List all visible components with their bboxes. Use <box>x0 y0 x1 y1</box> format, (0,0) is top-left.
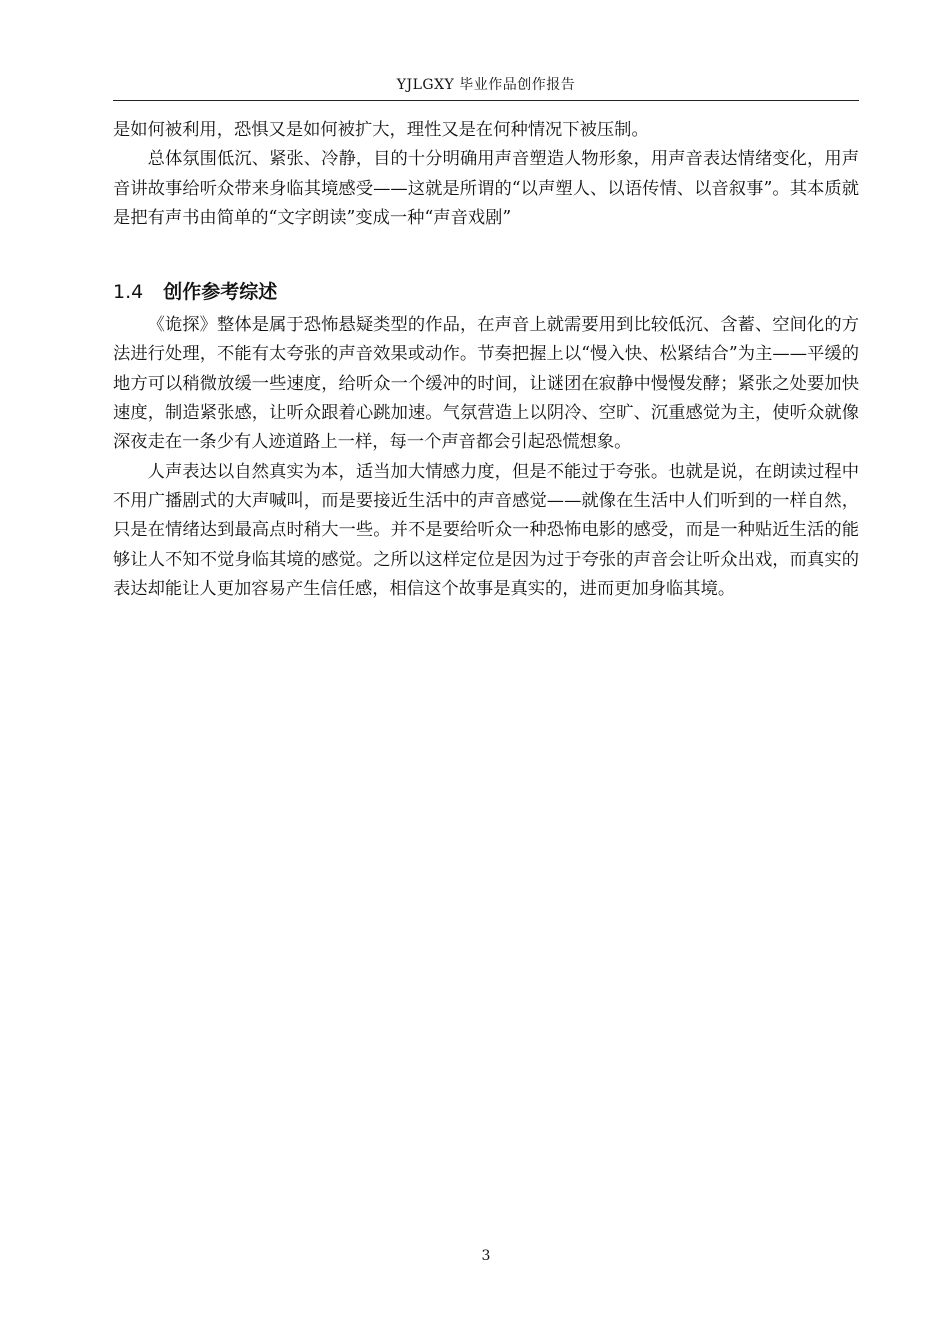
paragraph-continuation: 是如何被利用，恐惧又是如何被扩大，理性又是在何种情况下被压制。 <box>113 120 649 140</box>
page-number: 3 <box>481 1248 491 1264</box>
paragraph-atmosphere: 总体氛围低沉、紧张、冷静，目的十分明确用声音塑造人物形象，用声音表达情绪变化，用声音讲故事给听众带来身临其境感受——这就是所谓的“以声塑人、以语传情、以音叙事”。其本质就是把有声书由简单的“文字朗读”变成一种“声音戏剧” <box>113 149 859 228</box>
header-divider <box>113 100 859 101</box>
page-body <box>113 116 859 604</box>
paragraph-reference-overview: 《诡探》整体是属于恐怖悬疑类型的作品，在声音上就需要用到比较低沉、含蓄、空间化的方法进行处理，不能有太夸张的声音效果或动作。节奏把握上以“慢入快、松紧结合”为主——平缓的地方可以稍微放缓一些速度，给听众一个缓冲的时间，让谜团在寂静中慢慢发酵；紧张之处要加快速度，制造紧张感，让听众跟着心跳加速。气氛营造上以阴冷、空旷、沉重感觉为主，使听众就像深夜走在一条少有人迹道路上一样，每一个声音都会引起恐慌想象。 <box>113 315 859 453</box>
section-number: 1.4 <box>113 281 144 304</box>
section-title: 创作参考综述 <box>163 281 278 304</box>
page-header: YJLGXY 毕业作品创作报告 <box>396 77 576 93</box>
paragraph-voice-expression: 人声表达以自然真实为本，适当加大情感力度，但是不能过于夸张。也就是说，在朗读过程中不用广播剧式的大声喊叫，而是要接近生活中的声音感觉——就像在生活中人们听到的一样自然，只是在情绪达到最高点时稍大一些。并不是要给听众一种恐怖电影的感受，而是一种贴近生活的能够让人不知不觉身临其境的感觉。之所以这样定位是因为过于夸张的声音会让听众出戏，而真实的表达却能让人更加容易产生信任感，相信这个故事是真实的，进而更加身临其境。 <box>113 461 859 599</box>
section-heading <box>113 280 859 304</box>
